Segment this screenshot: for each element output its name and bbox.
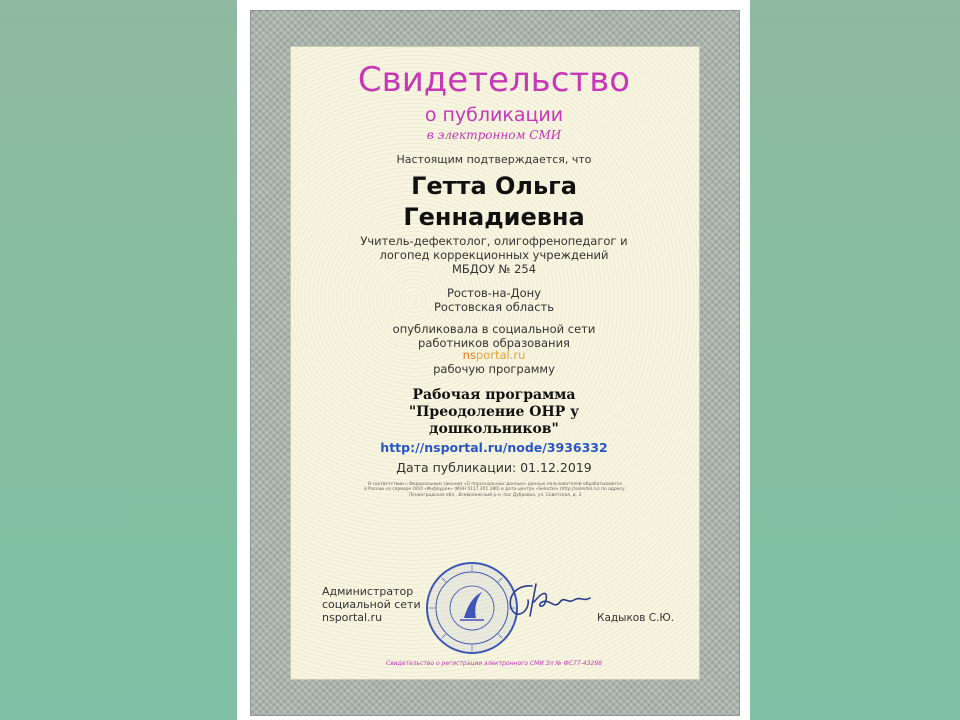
position-line: логопед коррекционных учреждений [379, 248, 609, 262]
published-line: работников образования [418, 336, 570, 350]
recipient-location [290, 286, 698, 314]
handwritten-signature-icon [502, 580, 592, 620]
certificate-title: Свидетельство [357, 60, 631, 100]
brand-prefix: ns [462, 348, 476, 362]
work-title-line: Рабочая программа [412, 387, 576, 403]
region-line: Ростовская область [433, 300, 555, 314]
fine-print-line: в России на сервере ООО «Инфоурок» (ИНН 5117 201 280) в дата-центре «Selectel» (http://selectel.ru) по адресу: [364, 487, 626, 493]
signer-name: Кадыков С.Ю. [597, 612, 675, 624]
position-line: Учитель-дефектолог, олигофренопедагог и [360, 234, 628, 248]
publication-link[interactable]: http://nsportal.ru/node/3936332 [380, 440, 608, 455]
position-line: МБДОУ № 254 [451, 262, 537, 276]
fine-print-line: Ленинградская обл., Всеволожский р-н, пос Дубровка, ул. Советская, д. 3 [408, 492, 582, 498]
recipient-name-line1: Гетта Ольга [411, 172, 577, 200]
admin-line: социальной сети [322, 598, 421, 611]
certificate-subtitle: о публикации [424, 104, 564, 126]
fine-print [350, 482, 640, 498]
work-title-line: дошкольников" [429, 421, 559, 437]
published-line: опубликовала в социальной сети [392, 322, 596, 336]
registration-note: Свидетельство о регистрации электронного СМИ Эл № ФС77-43298 [386, 660, 602, 667]
work-title [290, 387, 698, 438]
work-type: рабочую программу [433, 362, 555, 376]
brand-suffix: portal.ru [475, 348, 526, 362]
published-text [290, 322, 698, 350]
admin-line: nsportal.ru [322, 611, 383, 624]
fine-print-line: В соответствии с Федеральным законом «О персональных данных» данные пользователей обрабатываются [368, 482, 622, 487]
publication-date: Дата публикации: 01.12.2019 [396, 460, 592, 475]
certificate-subtitle-media: в электронном СМИ [426, 128, 562, 142]
work-title-line: "Преодоление ОНР у [408, 404, 580, 420]
city-line: Ростов-на-Дону [446, 286, 542, 300]
recipient-name-line2: Геннадиевна [403, 203, 585, 231]
recipient-position [290, 234, 698, 276]
confirm-text: Настоящим подтверждается, что [396, 153, 592, 166]
brand-name [290, 348, 698, 362]
admin-line: Администратор [322, 585, 414, 598]
